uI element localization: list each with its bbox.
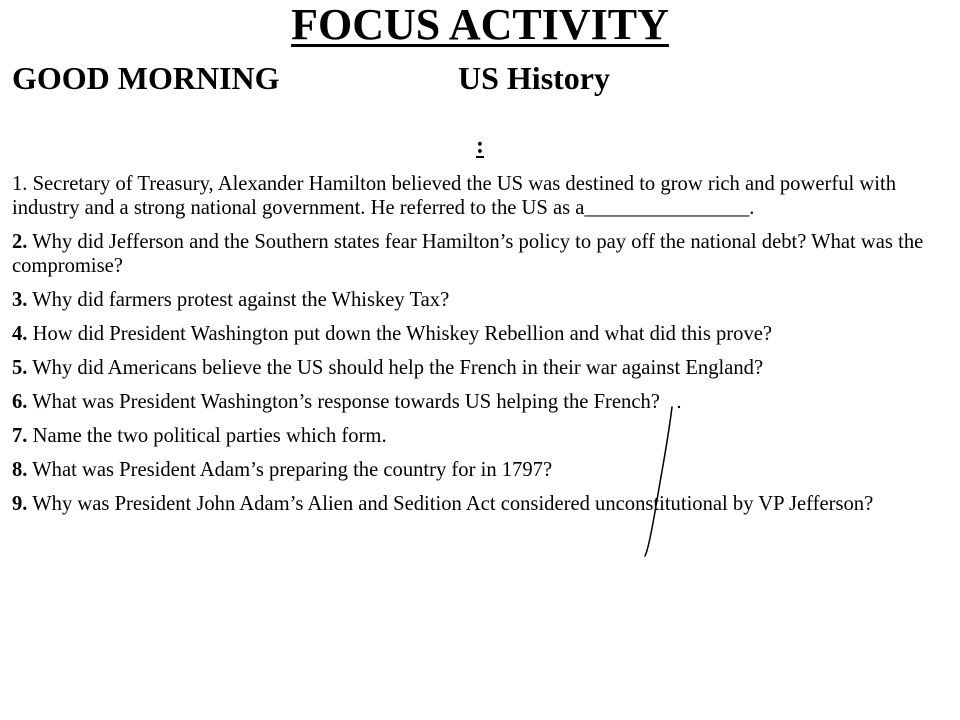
question-1: 1. Secretary of Treasury, Alexander Hamilton believed the US was destined to grow rich and powerful with industry and a strong national government. He referred to the US as a________________. bbox=[12, 173, 896, 219]
page-title: FOCUS ACTIVITY bbox=[291, 0, 669, 49]
question-4: 4. How did President Washington put down the Whiskey Rebellion and what did this prove? bbox=[12, 323, 773, 345]
colon-mark: : bbox=[476, 133, 484, 159]
greeting-text: GOOD MORNING bbox=[12, 60, 280, 96]
question-list bbox=[12, 172, 947, 526]
question-9: 9. Why was President John Adam’s Alien and Sedition Act considered unconstitutional by VP Jefferson? bbox=[12, 493, 874, 515]
question-6: 6. What was President Washington’s response towards US helping the French? bbox=[12, 391, 660, 413]
question-3: 3. Why did farmers protest against the Whiskey Tax? bbox=[12, 289, 450, 311]
question-8: 8. What was President Adam’s preparing the country for in 1797? bbox=[12, 459, 553, 481]
subtitle bbox=[12, 58, 912, 98]
question-7: 7. Name the two political parties which form. bbox=[12, 425, 387, 447]
question-2: 2. Why did Jefferson and the Southern states fear Hamilton’s policy to pay off the national debt? What was the compromise? bbox=[12, 231, 924, 277]
course-name: US History bbox=[458, 60, 610, 96]
question-5: 5. Why did Americans believe the US should help the French in their war against England? bbox=[12, 357, 764, 379]
